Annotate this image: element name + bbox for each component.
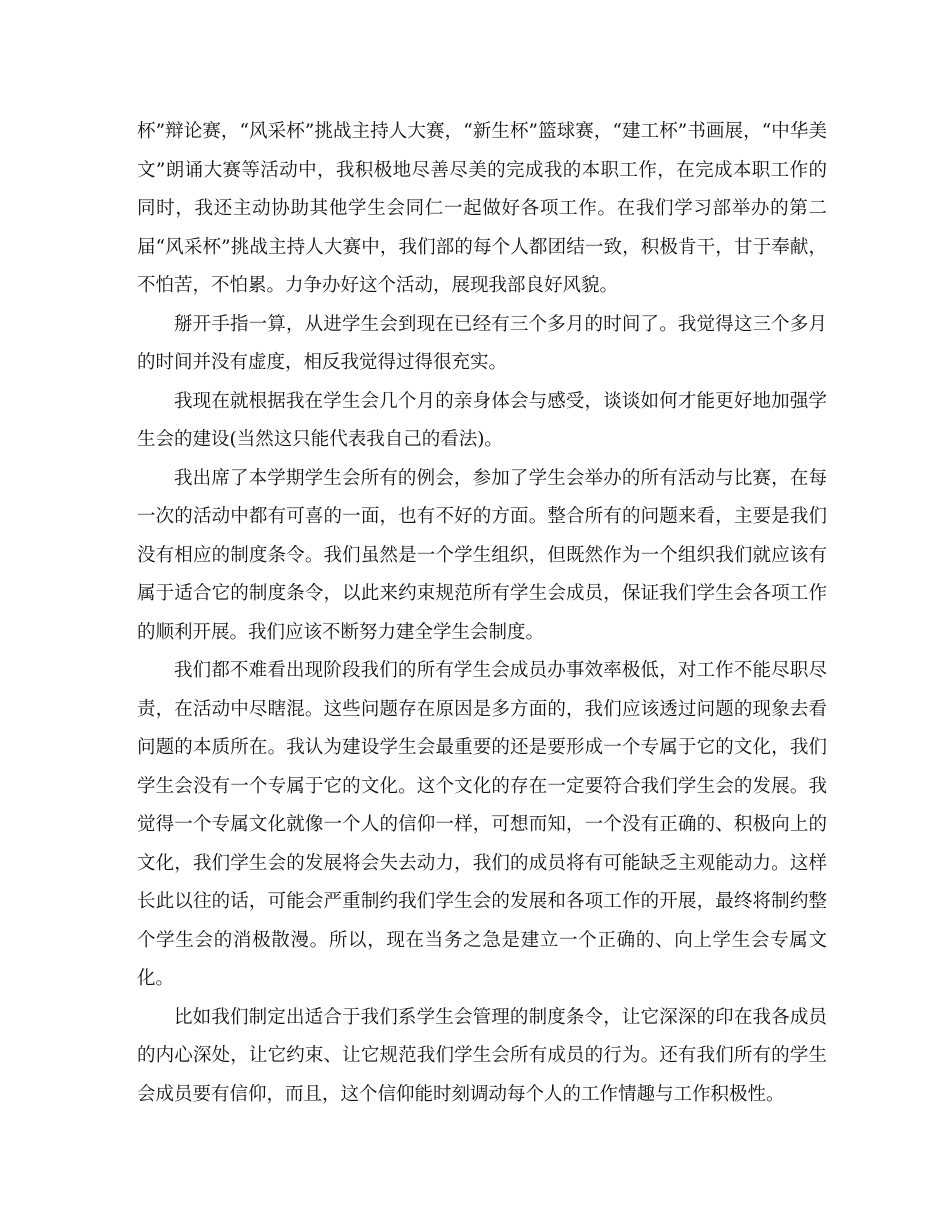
paragraph-5: 我们都不难看出现阶段我们的所有学生会成员办事效率极低，对工作不能尽职尽责，在活动中尽瞎混。这些问题存在原因是多方面的，我们应该透过问题的现象去看问题的本质所在。我认为建设学生会最重要的还是要形成一个专属于它的文化，我们学生会没有一个专属于它的文化。这个文化的存在一定要符合我们学生会的发展。我觉得一个专属文化就像一个人的信仰一样，可想而知，一个没有正确的、积极向上的文化，我们学生会的发展将会失去动力，我们的成员将有可能缺乏主观能动力。这样长此以往的话，可能会严重制约我们学生会的发展和各项工作的开展，最终将制约整个学生会的消极散漫。所以，现在当务之急是建立一个正确的、向上学生会专属文化。: [137, 660, 827, 989]
paragraph-2: 掰开手指一算，从进学生会到现在已经有三个多月的时间了。我觉得这三个多月的时间并没有虚度，相反我觉得过得很充实。: [137, 313, 827, 373]
paragraph-1: 杯”辩论赛，“风采杯”挑战主持人大赛，“新生杯”篮球赛，“建工杯”书画展，“中华美文”朗诵大赛等活动中，我积极地尽善尽美的完成我的本职工作，在完成本职工作的同时，我还主动协助其他学生会同仁一起做好各项工作。在我们学习部举办的第二届“风采杯”挑战主持人大赛中，我们部的每个人都团结一致，积极肯干，甘于奉献，不怕苦，不怕累。力争办好这个活动，展现我部良好风貌。: [137, 121, 827, 296]
paragraph-4: 我出席了本学期学生会所有的例会，参加了学生会举办的所有活动与比赛，在每一次的活动中都有可喜的一面，也有不好的方面。整合所有的问题来看，主要是我们没有相应的制度条令。我们虽然是一个学生组织，但既然作为一个组织我们就应该有属于适合它的制度条令，以此来约束规范所有学生会成员，保证我们学生会各项工作的顺利开展。我们应该不断努力建全学生会制度。: [137, 467, 827, 643]
paragraph-3: 我现在就根据我在学生会几个月的亲身体会与感受，谈谈如何才能更好地加强学生会的建设(当然这只能代表我自己的看法)。: [137, 390, 827, 450]
document-body: [137, 113, 827, 1114]
paragraph-6: 比如我们制定出适合于我们系学生会管理的制度条令，让它深深的印在我各成员的内心深处，让它约束、让它规范我们学生会所有成员的行为。还有我们所有的学生会成员要有信仰，而且，这个信仰能时刻调动每个人的工作情趣与工作积极性。: [137, 1006, 827, 1105]
